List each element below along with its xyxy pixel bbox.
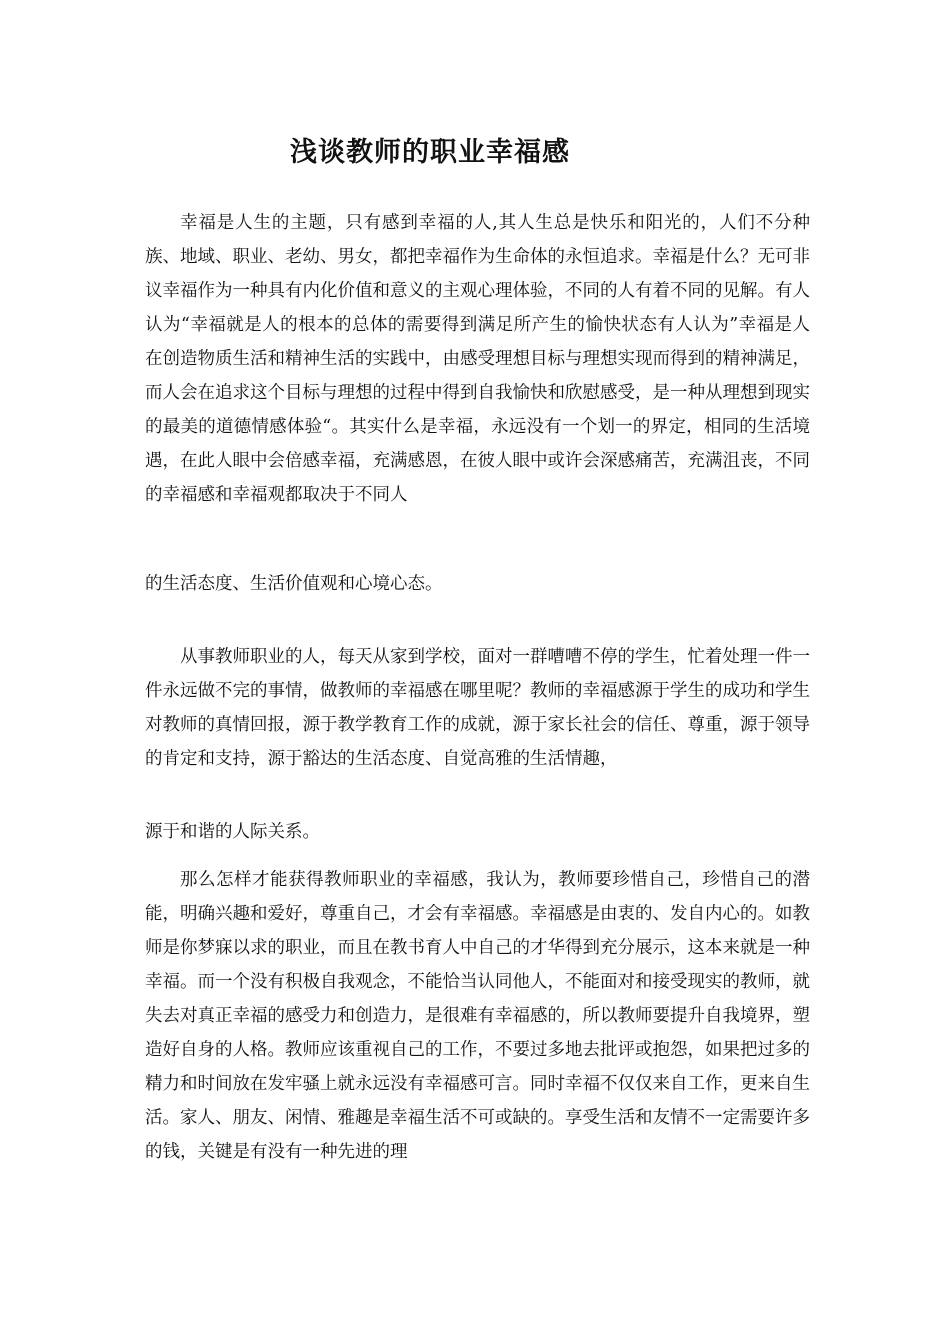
paragraph-1: 幸福是人生的主题，只有感到幸福的人,其人生总是快乐和阳光的，人们不分种族、地域、职业、老幼、男女，都把幸福作为生命体的永恒追求。幸福是什么？无可非议幸福作为一种具有内化价值和意义的主观心理体验，不同的人有着不同的见解。有人认为“幸福就是人的根本的总体的需要得到满足所产生的愉快状态有人认为”幸福是人在创造物质生活和精神生活的实践中，由感受理想目标与理想实现而得到的精神满足，而人会在追求这个目标与理想的过程中得到自我愉快和欣慰感受，是一种从理想到现实的最美的道德情感体验“。其实什么是幸福，永远没有一个划一的界定，相同的生活境遇，在此人眼中会倍感幸福，充满感恩，在彼人眼中或许会深感痛苦，充满沮丧，不同的幸福感和幸福观都取决于不同人 xyxy=(145,213,810,505)
paragraph-3: 那么怎样才能获得教师职业的幸福感，我认为，教师要珍惜自己，珍惜自己的潜能，明确兴趣和爱好，尊重自己，才会有幸福感。幸福感是由衷的、发自内心的。如教师是你梦寐以求的职业，而且在教书育人中自己的才华得到充分展示，这本来就是一种幸福。而一个没有积极自我观念，不能恰当认同他人，不能面对和接受现实的教师，就失去对真正幸福的感受力和创造力，是很难有幸福感的，所以教师要提升自我境界，塑造好自身的人格。教师应该重视自己的工作，不要过多地去批评或抱怨，如果把过多的精力和时间放在发牢骚上就永远没有幸福感可言。同时幸福不仅仅来自工作，更来自生活。家人、朋友、闲情、雅趣是幸福生活不可或缺的。享受生活和友情不一定需要许多的钱，关键是有没有一种先进的理 xyxy=(145,870,810,1162)
document-title: 浅谈教师的职业幸福感 xyxy=(290,137,570,168)
paragraph-2: 从事教师职业的人，每天从家到学校，面对一群嘈嘈不停的学生，忙着处理一件一件永远做不完的事情，做教师的幸福感在哪里呢？教师的幸福感源于学生的成功和学生对教师的真情回报，源于教学教育工作的成就，源于家长社会的信任、尊重，源于领导的肯定和支持，源于豁达的生活态度、自觉高雅的生活情趣， xyxy=(145,647,810,769)
paragraph-1-tail: 的生活态度、生活价值观和心境心态。 xyxy=(145,574,443,594)
paragraph-2-tail: 源于和谐的人际关系。 xyxy=(145,822,320,842)
